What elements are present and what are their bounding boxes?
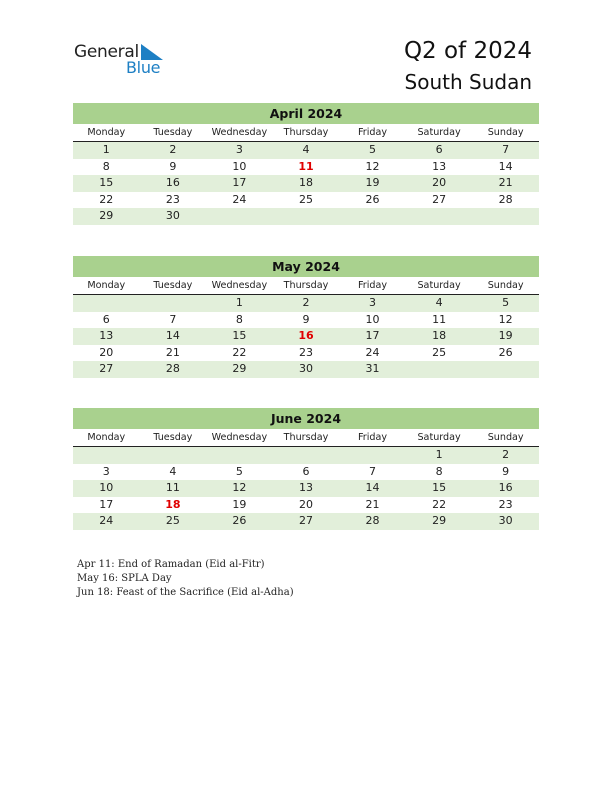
- weekday-label: Thursday: [283, 432, 329, 443]
- week-row: [73, 361, 539, 378]
- week-row: [73, 447, 539, 464]
- empty-day-cell: [472, 208, 539, 225]
- week-row: [73, 345, 539, 362]
- day-cell: 5: [235, 464, 243, 478]
- empty-day-cell: [339, 208, 406, 225]
- day-cell: 25: [298, 192, 313, 206]
- day-cell: 6: [302, 464, 310, 478]
- day-cell: 8: [435, 464, 443, 478]
- day-cell: 28: [365, 514, 380, 527]
- day-cell: 16: [165, 176, 180, 189]
- day-cell: 15: [432, 481, 447, 494]
- day-cell: 9: [169, 159, 177, 173]
- holiday-note: Apr 11: End of Ramadan (Eid al-Fitr): [77, 559, 265, 570]
- week-row: [73, 513, 539, 530]
- day-cell: 18: [432, 329, 447, 342]
- weekday-header: [73, 429, 539, 447]
- day-cell: 29: [232, 362, 247, 375]
- month-may: [73, 256, 539, 378]
- day-cell: 1: [235, 296, 243, 309]
- day-cell: 20: [432, 176, 447, 189]
- day-cell: 25: [432, 345, 447, 359]
- day-cell: 2: [302, 296, 310, 309]
- month-title: May 2024: [73, 256, 539, 277]
- day-cell: 7: [169, 312, 177, 326]
- day-cell: 21: [498, 176, 513, 189]
- month-title: June 2024: [73, 408, 539, 429]
- weekday-label: Friday: [357, 432, 388, 443]
- day-cell: 24: [232, 192, 247, 206]
- month-weeks: [73, 295, 539, 378]
- day-cell: 22: [432, 497, 447, 511]
- month-june: [73, 408, 539, 530]
- day-cell: 15: [232, 329, 247, 342]
- empty-day-cell: [339, 447, 406, 464]
- weekday-label: Monday: [87, 280, 126, 291]
- holiday-note: Jun 18: Feast of the Sacrifice (Eid al-Adha): [77, 587, 294, 598]
- weekday-label: Monday: [87, 127, 126, 138]
- day-cell: 13: [99, 329, 114, 342]
- day-cell: 17: [365, 329, 380, 342]
- day-cell: 14: [498, 159, 513, 173]
- day-cell: 3: [235, 143, 243, 156]
- weekday-label: Friday: [357, 127, 388, 138]
- day-cell: 8: [102, 159, 110, 173]
- month-april: [73, 103, 539, 225]
- day-cell: 5: [502, 296, 510, 309]
- week-row: [73, 312, 539, 329]
- week-row: [73, 497, 539, 514]
- day-cell: 24: [365, 345, 380, 359]
- day-cell: 15: [99, 176, 114, 189]
- weekday-label: Sunday: [487, 127, 524, 138]
- holiday-day-cell: 18: [165, 497, 181, 511]
- weekday-header: [73, 124, 539, 142]
- weekday-label: Saturday: [417, 127, 461, 138]
- weekday-label: Saturday: [417, 432, 461, 443]
- day-cell: 10: [365, 312, 380, 326]
- day-cell: 7: [369, 464, 377, 478]
- day-cell: 29: [432, 514, 447, 527]
- empty-day-cell: [472, 361, 539, 378]
- day-cell: 11: [432, 312, 447, 326]
- day-cell: 23: [498, 497, 513, 511]
- weekday-header: [73, 277, 539, 295]
- weekday-label: Wednesday: [211, 127, 268, 138]
- day-cell: 26: [498, 345, 513, 359]
- weekday-label: Wednesday: [211, 280, 268, 291]
- weekday-label: Friday: [357, 280, 388, 291]
- week-row: [73, 464, 539, 481]
- day-cell: 28: [165, 362, 180, 375]
- logo-blue-text: Blue: [126, 58, 161, 77]
- day-cell: 24: [99, 514, 114, 527]
- week-row: [73, 175, 539, 192]
- week-row: [73, 208, 539, 225]
- day-cell: 8: [235, 312, 243, 326]
- day-cell: 13: [298, 481, 313, 494]
- weekday-label: Thursday: [283, 280, 329, 291]
- day-cell: 12: [232, 481, 247, 494]
- weekday-label: Sunday: [487, 280, 524, 291]
- empty-day-cell: [206, 208, 273, 225]
- day-cell: 3: [369, 296, 377, 309]
- day-cell: 6: [102, 312, 110, 326]
- day-cell: 19: [232, 497, 247, 511]
- day-cell: 14: [365, 481, 380, 494]
- day-cell: 18: [298, 176, 313, 189]
- day-cell: 4: [435, 296, 443, 309]
- generalblue-logo: [74, 42, 174, 78]
- day-cell: 19: [365, 176, 380, 189]
- day-cell: 22: [99, 192, 114, 206]
- weekday-label: Monday: [87, 432, 126, 443]
- weekday-label: Sunday: [487, 432, 524, 443]
- day-cell: 27: [432, 192, 447, 206]
- day-cell: 21: [365, 497, 380, 511]
- week-row: [73, 328, 539, 345]
- day-cell: 19: [498, 329, 513, 342]
- weekday-label: Thursday: [283, 127, 329, 138]
- empty-day-cell: [273, 447, 340, 464]
- day-cell: 27: [99, 362, 114, 375]
- day-cell: 26: [232, 514, 247, 527]
- day-cell: 30: [165, 209, 180, 222]
- day-cell: 26: [365, 192, 380, 206]
- holiday-note: May 16: SPLA Day: [77, 573, 172, 584]
- holiday-day-cell: 11: [298, 159, 314, 173]
- week-row: [73, 159, 539, 176]
- empty-day-cell: [140, 295, 207, 312]
- day-cell: 12: [365, 159, 380, 173]
- week-row: [73, 192, 539, 209]
- day-cell: 22: [232, 345, 247, 359]
- day-cell: 10: [232, 159, 247, 173]
- day-cell: 6: [435, 143, 443, 156]
- day-cell: 9: [302, 312, 310, 326]
- country-name: South Sudan: [404, 70, 532, 94]
- day-cell: 2: [502, 448, 510, 461]
- month-weeks: [73, 447, 539, 530]
- day-cell: 28: [498, 192, 513, 206]
- empty-day-cell: [206, 447, 273, 464]
- weekday-label: Saturday: [417, 280, 461, 291]
- day-cell: 31: [365, 362, 380, 375]
- day-cell: 20: [298, 497, 313, 511]
- day-cell: 10: [99, 481, 114, 494]
- empty-day-cell: [273, 208, 340, 225]
- empty-day-cell: [406, 208, 473, 225]
- day-cell: 13: [432, 159, 447, 173]
- month-title: April 2024: [73, 103, 539, 124]
- day-cell: 23: [165, 192, 180, 206]
- day-cell: 4: [302, 143, 310, 156]
- week-row: [73, 480, 539, 497]
- quarter-title: Q2 of 2024: [403, 38, 532, 64]
- day-cell: 11: [165, 481, 180, 494]
- empty-day-cell: [140, 447, 207, 464]
- weekday-label: Tuesday: [153, 127, 193, 138]
- day-cell: 21: [165, 345, 180, 359]
- empty-day-cell: [73, 447, 140, 464]
- holiday-notes: [77, 558, 294, 600]
- week-row: [73, 295, 539, 312]
- day-cell: 17: [99, 497, 114, 511]
- weekday-label: Tuesday: [153, 432, 193, 443]
- day-cell: 9: [502, 464, 510, 478]
- day-cell: 30: [498, 514, 513, 527]
- day-cell: 1: [102, 143, 110, 156]
- day-cell: 3: [102, 464, 110, 478]
- month-weeks: [73, 142, 539, 225]
- day-cell: 4: [169, 464, 177, 478]
- empty-day-cell: [406, 361, 473, 378]
- day-cell: 30: [298, 362, 313, 375]
- holiday-day-cell: 16: [298, 329, 314, 342]
- day-cell: 16: [498, 481, 513, 494]
- weekday-label: Wednesday: [211, 432, 268, 443]
- day-cell: 23: [298, 345, 313, 359]
- day-cell: 20: [99, 345, 114, 359]
- day-cell: 29: [99, 209, 114, 222]
- day-cell: 14: [165, 329, 180, 342]
- day-cell: 2: [169, 143, 177, 156]
- day-cell: 1: [435, 448, 443, 461]
- day-cell: 12: [498, 312, 513, 326]
- day-cell: 17: [232, 176, 247, 189]
- logo-general-text: General: [74, 42, 139, 62]
- week-row: [73, 142, 539, 159]
- day-cell: 25: [165, 514, 180, 527]
- day-cell: 5: [369, 143, 377, 156]
- day-cell: 7: [502, 143, 510, 156]
- empty-day-cell: [73, 295, 140, 312]
- weekday-label: Tuesday: [153, 280, 193, 291]
- day-cell: 27: [298, 514, 313, 527]
